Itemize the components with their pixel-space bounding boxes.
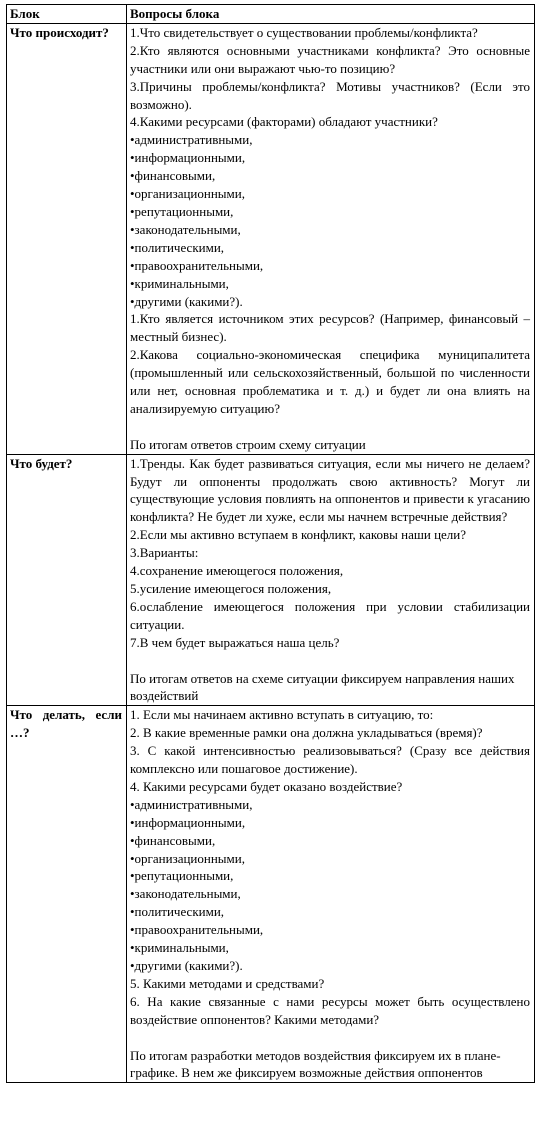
block-questions [127,454,535,706]
blank-line [130,418,530,436]
table-row [7,23,535,454]
block-questions [127,706,535,1083]
question-line: 7.В чем будет выражаться наша цель? [130,634,340,650]
question-line: 1. Если мы начинаем активно вступать в ситуацию, то: [130,707,434,723]
question-line: •политическими, [130,904,225,920]
question-line: •законодательными, [130,221,241,237]
document [6,4,534,1083]
question-line: 4.сохранение имеющегося положения, [130,563,344,579]
table-row [7,706,535,1083]
question-line: •финансовыми, [130,168,216,184]
question-line: •другими (какими?). [130,293,243,309]
question-line: По итогам ответов на схеме ситуации фиксируем направления наших воздействий [130,670,515,704]
header-block: Блок [7,5,127,24]
question-line: •информационными, [130,814,246,830]
question-line: •финансовыми, [130,832,216,848]
table-header-row [7,5,535,24]
question-line: •законодательными, [130,886,241,902]
question-line: 2.Кто являются основными участниками конфликта? Это основные участники или они выражают чью-то позицию? [130,42,530,76]
question-line: •административными, [130,132,253,148]
header-questions: Вопросы блока [127,5,535,24]
question-line: •организационными, [130,850,245,866]
question-line: 5. Какими методами и средствами? [130,975,325,991]
question-line: 3.Варианты: [130,545,199,561]
question-line: 1.Тренды. Как будет развиваться ситуация, если мы ничего не делаем? Будут ли оппоненты продолжать свою активность? Могут ли существующие условия повлиять на оппонентов и привести к угасанию конфликта? Не будет ли хуже, если мы начнем встречные действия? [130,455,530,525]
question-line: •организационными, [130,186,245,202]
blank-line [130,1029,530,1047]
question-line: •репутационными, [130,868,234,884]
question-line: 6.ослабление имеющегося положения при условии стабилизации ситуации. [130,598,530,632]
question-line: 2.Какова социально-экономическая специфика муниципалитета (промышленный или сельскохозяйственный, большой по численности или нет, основная проблематика и т. д.) и будет ли она влиять на анализируемую ситуацию? [130,347,530,416]
question-line: По итогам разработки методов воздействия фиксируем их в плане-графике. В нем же фиксируем возможные действия оппонентов [130,1047,501,1081]
questions-table [6,4,535,1083]
question-line: 3.Причины проблемы/конфликта? Мотивы участников? (Если это возможно). [130,78,530,112]
question-line: 4.Какими ресурсами (факторами) обладают участники? [130,114,438,130]
question-line: •информационными, [130,150,246,166]
block-title: Что делать, если …? [7,706,127,1083]
question-line: 2. В какие временные рамки она должна укладываться (время)? [130,725,483,741]
block-questions [127,23,535,454]
question-line: •криминальными, [130,940,229,956]
question-line: 1.Кто является источником этих ресурсов? (Например, финансовый – местный бизнес). [130,311,530,345]
question-line: По итогам ответов строим схему ситуации [130,436,366,452]
question-line: •правоохранительными, [130,257,264,273]
question-line: •политическими, [130,239,225,255]
question-line: 4. Какими ресурсами будет оказано воздействие? [130,778,403,794]
question-line: •другими (какими?). [130,958,243,973]
blank-line [130,652,530,670]
block-title: Что будет? [7,454,127,706]
question-line: •правоохранительными, [130,922,264,938]
block-title: Что происходит? [7,23,127,454]
question-line: 3. С какой интенсивностью реализовываться? (Сразу все действия комплексно или пошаговое достижение). [130,743,530,777]
question-line: •репутационными, [130,203,234,219]
question-line: 6. На какие связанные с нами ресурсы может быть осуществлено воздействие оппонентов? Какими методами? [130,993,530,1027]
table-row [7,454,535,706]
question-line: 1.Что свидетельствует о существовании проблемы/конфликта? [130,24,478,40]
question-line: •криминальными, [130,275,229,291]
table-body [7,23,535,1082]
question-line: 5.усиление имеющегося положения, [130,580,332,596]
question-line: 2.Если мы активно вступаем в конфликт, каковы наши цели? [130,527,467,543]
question-line: •административными, [130,796,253,812]
